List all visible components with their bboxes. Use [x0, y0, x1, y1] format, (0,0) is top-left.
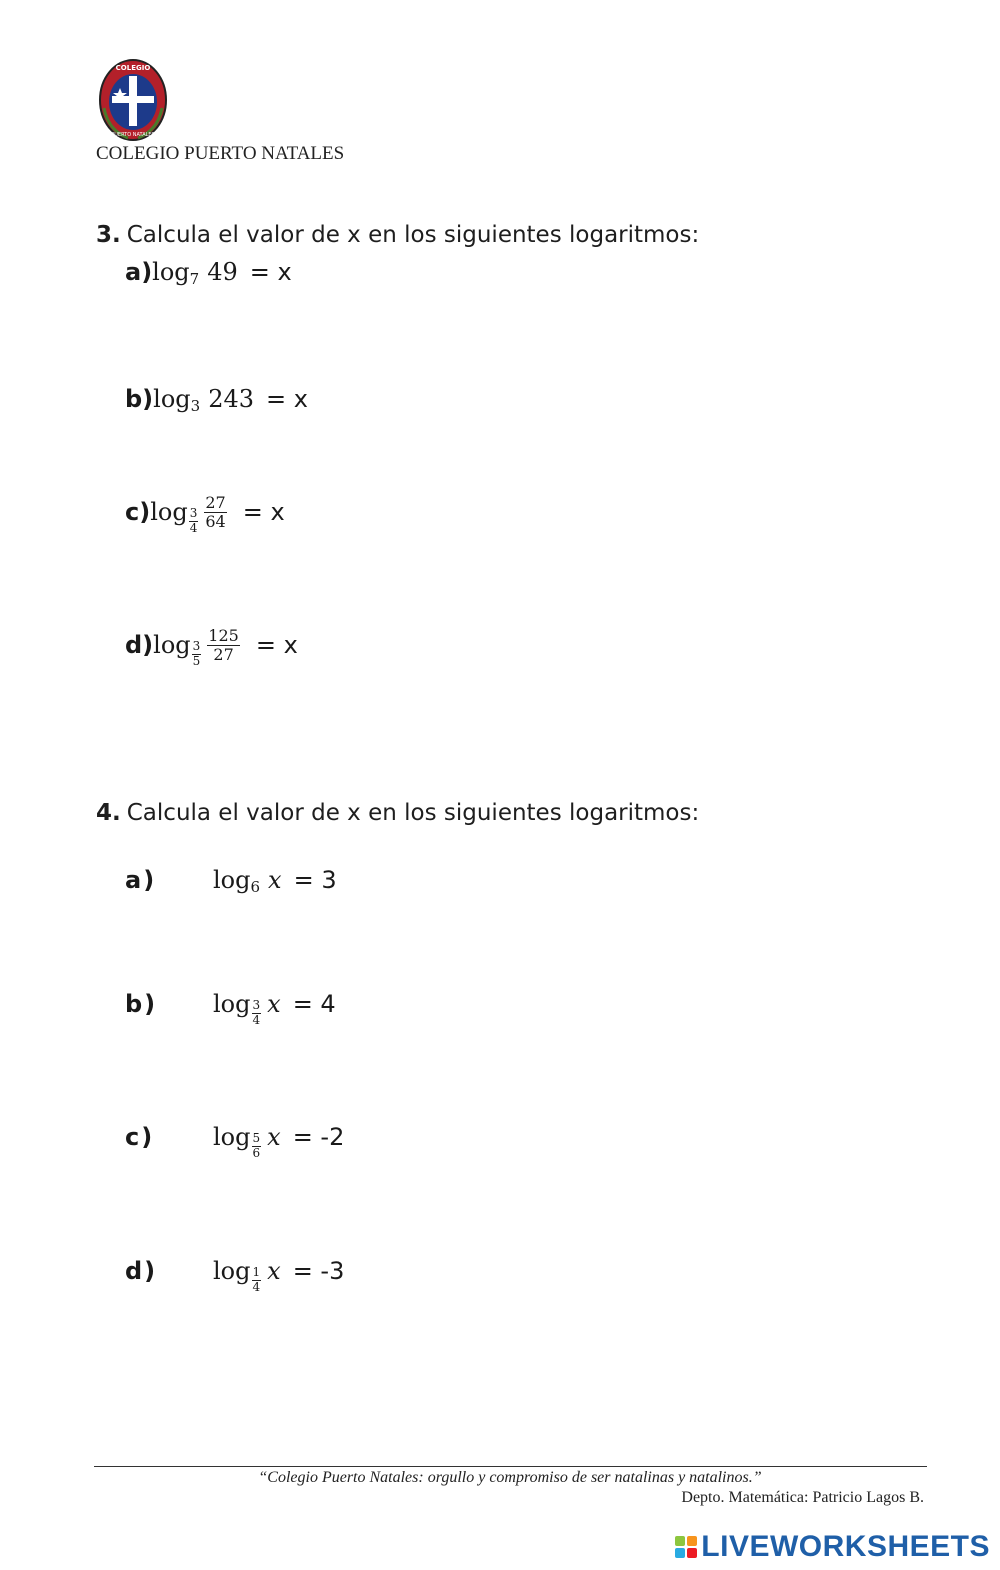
q4-item-b — [125, 990, 336, 1027]
argument-numerator: 27 — [205, 493, 226, 512]
log-argument-fraction — [207, 627, 240, 663]
argument-numerator: 125 — [208, 626, 239, 645]
log-base-fraction — [252, 1132, 262, 1159]
brand-icon-tile — [687, 1536, 697, 1546]
brand-icon-tile — [675, 1536, 685, 1546]
log-base: 3 — [190, 397, 201, 415]
base-numerator: 3 — [189, 506, 198, 521]
q3-item-b — [125, 385, 308, 413]
question-3-number: 3. — [96, 222, 121, 248]
log-base-fraction — [192, 640, 202, 667]
log-variable: x — [267, 990, 281, 1018]
log-base-fraction — [252, 999, 262, 1026]
q4-item-a — [125, 866, 337, 894]
log-variable: x — [267, 1257, 281, 1285]
item-label: b) — [125, 990, 158, 1018]
equation-rhs: = -2 — [292, 1123, 345, 1151]
liveworksheets-logo-icon — [675, 1536, 697, 1558]
school-name: COLEGIO PUERTO NATALES — [96, 143, 345, 164]
q4-item-c — [125, 1123, 345, 1160]
equation-rhs: = x — [266, 385, 308, 413]
log-fn: log — [213, 990, 251, 1018]
base-denominator: 4 — [252, 1279, 261, 1294]
item-label: b) — [125, 385, 154, 413]
footer-department: Depto. Matemática: Patricio Lagos B. — [681, 1489, 924, 1506]
question-4-prompt: Calcula el valor de x en los siguientes logaritmos: — [126, 800, 700, 826]
base-numerator: 5 — [252, 1131, 261, 1146]
logo-bottom-text: PUERTO NATALES — [111, 132, 155, 138]
equation-rhs: = 4 — [292, 990, 336, 1018]
q4-item-d — [125, 1257, 345, 1294]
log-base: 7 — [189, 270, 200, 288]
log-fn: log — [153, 631, 191, 660]
log-fn: log — [150, 498, 188, 527]
question-4-number: 4. — [96, 800, 121, 826]
liveworksheets-wordmark: LIVEWORKSHEETS — [701, 1530, 990, 1563]
q3-item-a — [125, 258, 292, 286]
log-argument-fraction — [204, 494, 226, 530]
log-base-fraction — [252, 1266, 262, 1293]
log-argument: 49 — [207, 258, 238, 286]
item-label: d) — [125, 631, 154, 660]
base-denominator: 4 — [189, 520, 198, 535]
q3-item-d — [125, 626, 298, 668]
equation-rhs: = 3 — [293, 866, 337, 894]
log-fn: log — [152, 258, 190, 286]
school-logo — [98, 58, 168, 142]
base-numerator: 3 — [192, 639, 201, 654]
q3-item-c — [125, 493, 285, 535]
base-numerator: 1 — [252, 1265, 261, 1280]
equation-rhs: = x — [249, 258, 292, 286]
log-fn: log — [153, 385, 191, 413]
item-label: a) — [125, 258, 153, 286]
liveworksheets-brand[interactable] — [675, 1530, 990, 1564]
argument-denominator: 27 — [213, 644, 234, 664]
footer-motto: “Colegio Puerto Natales: orgullo y compromiso de ser natalinas y natalinos.” — [258, 1469, 762, 1486]
log-base: 6 — [250, 878, 261, 896]
base-denominator: 5 — [192, 653, 201, 668]
question-4-heading — [96, 800, 699, 826]
log-variable: x — [267, 1123, 281, 1151]
item-label: c) — [125, 1123, 155, 1151]
item-label: c) — [125, 498, 151, 527]
question-3-prompt: Calcula el valor de x en los siguientes logaritmos: — [126, 222, 700, 248]
equation-rhs: = x — [255, 631, 298, 660]
log-argument: 243 — [208, 385, 255, 413]
brand-icon-tile — [675, 1548, 685, 1558]
log-fn: log — [213, 1123, 251, 1151]
argument-denominator: 64 — [205, 511, 226, 531]
footer-divider — [94, 1466, 927, 1467]
logo-top-text: COLEGIO — [115, 64, 151, 72]
log-fn: log — [213, 1257, 251, 1285]
equation-rhs: = x — [242, 498, 285, 527]
item-label: d) — [125, 1257, 158, 1285]
base-denominator: 6 — [252, 1145, 261, 1160]
base-numerator: 3 — [252, 998, 261, 1013]
brand-icon-tile — [687, 1548, 697, 1558]
log-fn: log — [213, 866, 251, 894]
item-label: a) — [125, 866, 157, 894]
log-variable: x — [268, 866, 282, 894]
question-3-heading — [96, 222, 699, 248]
base-denominator: 4 — [252, 1012, 261, 1027]
equation-rhs: = -3 — [292, 1257, 345, 1285]
log-base-fraction — [189, 507, 199, 534]
